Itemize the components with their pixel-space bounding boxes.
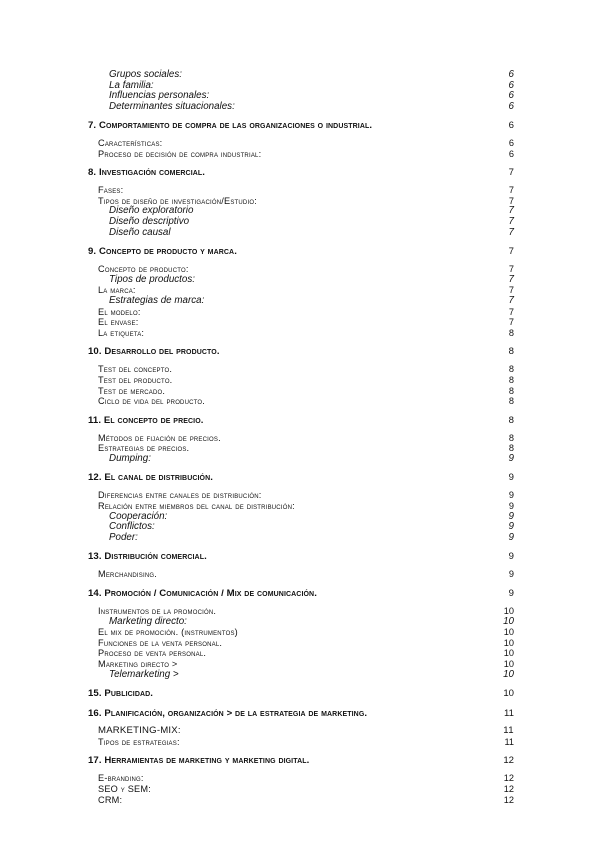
toc-entry[interactable]: [88, 138, 514, 149]
toc-entry-page: 9: [508, 452, 514, 464]
toc-entry-label: Marketing directo:: [109, 615, 187, 627]
toc-entry-page: 10: [503, 659, 514, 669]
toc-section-title: 11. El concepto de precio.: [88, 414, 204, 426]
toc-entry[interactable]: [88, 317, 514, 328]
toc-entry-label: Fases:: [98, 185, 124, 196]
toc-entry-label: Relación entre miembros del canal de distribución:: [98, 501, 295, 512]
toc-entry-page: 10: [503, 637, 514, 648]
toc-entry-label: MARKETING-MIX:: [98, 725, 181, 737]
toc-entry-label: Poder:: [109, 531, 138, 543]
toc-entry-label: E-branding:: [98, 773, 144, 784]
toc-entry[interactable]: [88, 228, 514, 239]
toc-entry-page: 10: [503, 615, 514, 627]
toc-section-title: 7. Comportamiento de compra de las organizaciones o industrial.: [88, 120, 373, 131]
toc-section-page: 8: [508, 414, 514, 426]
toc-entry-label: Diseño causal: [109, 226, 171, 238]
toc-entry-label: Diseño descriptivo: [109, 215, 190, 227]
toc-entry[interactable]: [88, 617, 514, 628]
toc-entry[interactable]: [88, 364, 514, 375]
toc-section-title: 10. Desarrollo del producto.: [88, 346, 220, 358]
toc-entry-label: La marca:: [98, 285, 136, 296]
toc-section-heading[interactable]: [88, 755, 514, 767]
toc-entry[interactable]: [88, 185, 514, 196]
toc-entry-label: Test del concepto.: [98, 364, 173, 375]
toc-entry-label: Test del producto.: [98, 374, 173, 385]
toc-entry-label: Telemarketing >: [109, 668, 179, 680]
toc-entry-label: Dumping:: [109, 452, 151, 464]
toc-entry-page: 11: [503, 725, 514, 737]
toc-sections: [88, 120, 514, 805]
toc-section-heading[interactable]: [88, 346, 514, 358]
toc-entry[interactable]: [88, 443, 514, 454]
toc-entry-label: Diferencias entre canales de distribución:: [98, 490, 262, 501]
intro-group: [88, 70, 514, 112]
toc-entry[interactable]: [88, 296, 514, 307]
toc-entry-page: 9: [508, 531, 514, 543]
toc-entry-page: 9: [508, 521, 514, 533]
toc-entry-page: 6: [508, 69, 514, 80]
toc-section-heading[interactable]: [88, 167, 514, 179]
toc-section-page: 7: [508, 246, 514, 258]
toc-entry[interactable]: [88, 149, 514, 160]
toc-entry[interactable]: [88, 307, 514, 318]
toc-entry-label: La familia:: [109, 79, 154, 91]
toc-entry[interactable]: [88, 533, 514, 544]
toc-entry[interactable]: [88, 386, 514, 397]
toc-entry[interactable]: [88, 275, 514, 286]
table-of-contents: [88, 70, 514, 805]
toc-section-heading[interactable]: [88, 551, 514, 563]
toc-entry[interactable]: [88, 726, 514, 737]
toc-entry[interactable]: [88, 795, 514, 806]
toc-entry-label: Estrategias de precios.: [98, 443, 190, 454]
toc-entry-page: 7: [508, 215, 514, 227]
toc-section-page: 11: [504, 708, 514, 720]
toc-entry-label: Estrategias de marca:: [109, 294, 205, 306]
toc-entry-page: 10: [503, 627, 514, 638]
toc-entry-page: 8: [508, 327, 514, 338]
toc-entry-page: 6: [508, 90, 514, 101]
toc-entry-page: 6: [508, 100, 514, 112]
toc-entry-label: Proceso de venta personal.: [98, 648, 207, 659]
toc-entry-label: CRM:: [98, 794, 123, 805]
toc-entry-label: SEO y SEM:: [98, 783, 151, 794]
toc-entry-page: 10: [503, 668, 514, 680]
toc-section-heading[interactable]: [88, 472, 514, 484]
toc-section-title: 14. Promoción / Comunicación / Mix de comunicación.: [88, 588, 317, 600]
toc-section-title: 13. Distribución comercial.: [88, 551, 207, 563]
toc-entry-page: 7: [508, 226, 514, 238]
toc-entry-page: 7: [508, 264, 514, 275]
toc-section-heading[interactable]: [88, 246, 514, 258]
toc-entry[interactable]: [88, 217, 514, 228]
toc-entry[interactable]: [88, 375, 514, 386]
toc-entry[interactable]: [88, 454, 514, 465]
toc-entry-label: Grupos sociales:: [109, 69, 182, 80]
toc-entry-label: La etiqueta:: [98, 327, 145, 338]
toc-entry-page: 10: [503, 648, 514, 659]
toc-section-title: 16. Planificación, organización > de la estrategia de marketing.: [88, 708, 368, 720]
toc-entry-label: Funciones de la venta personal.: [98, 637, 223, 648]
toc-entry[interactable]: [88, 638, 514, 649]
toc-entry-page: 7: [508, 306, 514, 317]
toc-entry-page: 7: [508, 294, 514, 306]
toc-entry[interactable]: [88, 102, 514, 113]
toc-entry-label: Marketing directo >: [98, 659, 178, 669]
toc-entry-label: El mix de promoción. (instrumentos): [98, 627, 238, 638]
toc-section-heading[interactable]: [88, 708, 514, 720]
toc-entry[interactable]: [88, 70, 514, 81]
toc-entry-page: 9: [508, 510, 514, 522]
toc-entry-page: 11: [504, 736, 514, 747]
toc-entry[interactable]: [88, 670, 514, 681]
toc-entry-page: 9: [508, 501, 514, 512]
toc-entry[interactable]: [88, 569, 514, 580]
toc-entry[interactable]: [88, 522, 514, 533]
toc-entry[interactable]: [88, 627, 514, 638]
toc-entry-page: 7: [508, 185, 514, 196]
toc-entry-label: Diseño exploratorio: [109, 205, 194, 217]
toc-entry-page: 7: [508, 195, 514, 206]
toc-section-title: 9. Concepto de producto y marca.: [88, 246, 237, 258]
toc-entry-label: Características:: [98, 138, 163, 148]
toc-section-page: 12: [503, 755, 514, 767]
toc-entry-page: 9: [508, 569, 514, 580]
toc-entry-page: 12: [503, 783, 514, 794]
toc-entry-page: 7: [508, 317, 514, 328]
toc-entry[interactable]: [88, 433, 514, 444]
toc-entry-page: 8: [508, 364, 514, 375]
toc-entry-label: Tipos de estrategias:: [98, 736, 180, 747]
toc-entry-page: 10: [503, 606, 514, 617]
toc-entry-label: Concepto de producto:: [98, 264, 189, 275]
toc-section-page: 7: [508, 167, 514, 179]
toc-entry[interactable]: [88, 784, 514, 795]
toc-entry[interactable]: [88, 648, 514, 659]
toc-entry-label: El modelo:: [98, 306, 141, 317]
toc-section-title: 17. Herramientas de marketing y marketing digital.: [88, 755, 310, 767]
toc-entry-label: Influencias personales:: [109, 90, 210, 101]
toc-entry-page: 6: [508, 148, 514, 159]
toc-entry-page: 8: [508, 385, 514, 396]
toc-entry-label: Cooperación:: [109, 510, 168, 522]
toc-entry-page: 9: [508, 490, 514, 501]
toc-entry-page: 7: [508, 285, 514, 296]
toc-section-heading[interactable]: [88, 415, 514, 427]
toc-entry[interactable]: [88, 328, 514, 339]
toc-section-title: 8. Investigación comercial.: [88, 167, 206, 179]
toc-section-page: 9: [508, 588, 514, 600]
toc-entry-page: 12: [503, 794, 514, 805]
toc-entry-page: 6: [508, 138, 514, 148]
toc-section-page: 8: [508, 346, 514, 358]
toc-entry-label: Determinantes situacionales:: [109, 100, 235, 112]
toc-section-page: 9: [508, 551, 514, 563]
toc-section-heading[interactable]: [88, 120, 514, 132]
toc-section-heading[interactable]: [88, 688, 514, 700]
toc-entry-label: Proceso de decisión de compra industrial:: [98, 148, 262, 159]
toc-entry-label: Instrumentos de la promoción.: [98, 606, 217, 617]
toc-entry-label: Ciclo de vida del producto.: [98, 396, 206, 407]
toc-entry-page: 7: [508, 205, 514, 217]
toc-entry[interactable]: [88, 737, 514, 748]
toc-entry[interactable]: [88, 396, 514, 407]
toc-section-page: 10: [503, 688, 514, 700]
toc-entry-label: Conflictos:: [109, 521, 155, 533]
toc-entry-page: 8: [508, 443, 514, 454]
toc-section-page: 9: [508, 472, 514, 484]
toc-entry-page: 7: [508, 273, 514, 285]
toc-entry-page: 8: [508, 432, 514, 443]
toc-section-title: 12. El canal de distribución.: [88, 472, 214, 484]
toc-section-heading[interactable]: [88, 588, 514, 600]
toc-entry-label: El envase:: [98, 317, 139, 328]
toc-entry[interactable]: [88, 773, 514, 784]
toc-entry[interactable]: [88, 490, 514, 501]
toc-entry-page: 12: [503, 773, 514, 784]
toc-entry[interactable]: [88, 659, 514, 670]
toc-section-page: 6: [508, 120, 514, 131]
toc-entry-label: Test de mercado.: [98, 385, 166, 396]
toc-entry-label: Métodos de fijación de precios.: [98, 432, 221, 443]
toc-entry-label: Tipos de diseño de investigación/Estudio:: [98, 195, 257, 206]
toc-entry[interactable]: [88, 91, 514, 102]
toc-entry-page: 6: [508, 79, 514, 91]
toc-entry-page: 8: [508, 396, 514, 407]
toc-entry-page: 8: [508, 374, 514, 385]
toc-entry-label: Tipos de productos:: [109, 273, 195, 285]
toc-entry-label: Merchandising.: [98, 569, 158, 580]
toc-section-title: 15. Publicidad.: [88, 688, 154, 700]
